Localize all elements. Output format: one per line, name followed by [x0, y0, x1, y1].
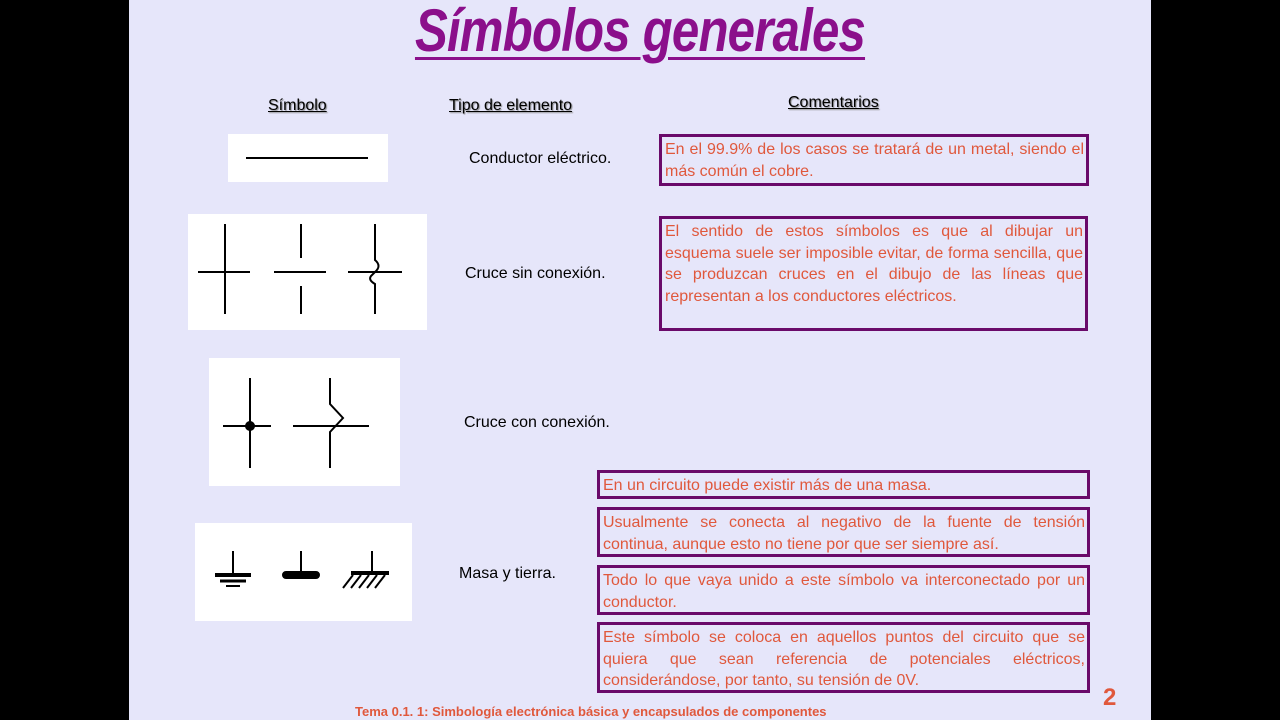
- element-type-crossing-with-connection: Cruce con conexión.: [464, 414, 610, 431]
- comment-ground-3: Todo lo que vaya unido a este símbolo va interconectado por un conductor.: [597, 565, 1090, 615]
- footer-text: Tema 0.1. 1: Simbología electrónica básica y encapsulados de componentes: [355, 704, 827, 719]
- ground-symbols: [195, 523, 412, 621]
- crossing-no-connection-symbol: [188, 214, 427, 330]
- slide-title: Símbolos generales: [414, 0, 866, 64]
- slide: [129, 0, 1151, 720]
- conductor-symbol: [228, 134, 388, 182]
- comment-crossing-no-connection: El sentido de estos símbolos es que al dibujar un esquema suele ser imposible evitar, de forma sencilla, que se produzcan cruces en el dibujo de las líneas que representan a los conductores eléctricos.: [659, 216, 1088, 331]
- header-comments: Comentarios: [788, 94, 879, 111]
- element-type-ground: Masa y tierra.: [459, 565, 556, 582]
- crossing-with-connection-symbol: [209, 358, 400, 486]
- comment-conductor: En el 99.9% de los casos se tratará de un metal, siendo el más común el cobre.: [659, 134, 1089, 186]
- element-type-conductor: Conductor eléctrico.: [469, 150, 612, 167]
- comment-ground-1: En un circuito puede existir más de una masa.: [597, 470, 1090, 499]
- header-symbol: Símbolo: [268, 97, 327, 114]
- comment-ground-4: Este símbolo se coloca en aquellos puntos del circuito que se quiera que sean referencia de potenciales eléctricos, considerándose, por tanto, su tensión de 0V.: [597, 622, 1090, 693]
- header-element-type: Tipo de elemento: [449, 97, 573, 114]
- page-number: 2: [1103, 684, 1117, 711]
- comment-ground-2: Usualmente se conecta al negativo de la fuente de tensión continua, aunque esto no tiene por que ser siempre así.: [597, 507, 1090, 557]
- element-type-crossing-no-connection: Cruce sin conexión.: [465, 265, 606, 282]
